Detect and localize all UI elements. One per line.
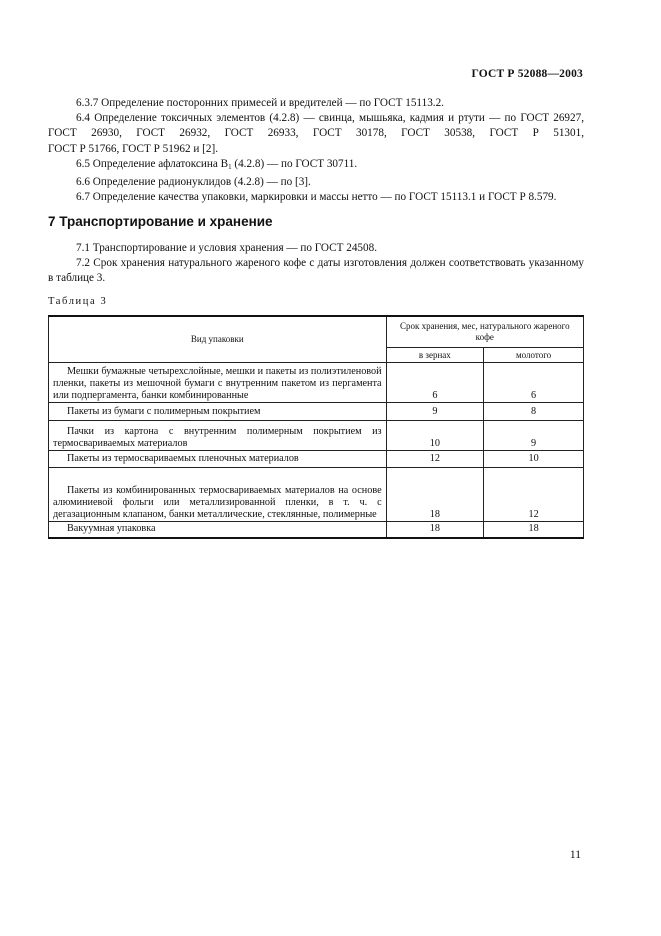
header-beans: в зернах — [386, 348, 484, 363]
paragraph-6-5 — [48, 157, 584, 175]
row-desc: Пакеты из бумаги с полимерным покрытием — [49, 403, 387, 421]
row-beans: 9 — [386, 403, 484, 421]
row-ground: 12 — [484, 468, 584, 522]
table-row — [49, 451, 584, 468]
table-row — [49, 421, 584, 451]
table-caption: Таблица 3 — [48, 296, 108, 307]
section-7-text — [48, 241, 584, 287]
header-ground: молотого — [484, 348, 584, 363]
row-ground: 8 — [484, 403, 584, 421]
table-row — [49, 522, 584, 538]
row-ground: 6 — [484, 363, 584, 403]
header-packaging: Вид упаковки — [49, 316, 387, 363]
row-desc: Пачки из картона с внутренним полимерным покрытием из термосвариваемых материалов — [49, 421, 387, 451]
row-desc: Пакеты из термосвариваемых пленочных материалов — [49, 451, 387, 468]
row-desc: Мешки бумажные четырехслойные, мешки и пакеты из полиэтиленовой пленки, пакеты из мешочной бумаги с внутренним пакетом из пергамента или подпергамента, банки комбинированные — [49, 363, 387, 403]
paragraph-6-3-7: 6.3.7 Определение посторонних примесей и вредителей — по ГОСТ 15113.2. — [76, 97, 444, 109]
paragraph-6-4-continued: ГОСТ Р 51766, ГОСТ Р 51962 и [2]. — [48, 142, 218, 155]
page-number: 11 — [569, 849, 581, 861]
row-ground: 9 — [484, 421, 584, 451]
paragraph-6-6: 6.6 Определение радионуклидов (4.2.8) — по [3]. — [76, 176, 311, 189]
section-7-title: 7 Транспортирование и хранение — [48, 214, 273, 229]
row-desc: Пакеты из комбинированных термосвариваемых материалов на основе алюминиевой фольги или металлизированной пленки, в т. ч. с дегазационным клапаном, банки металлические, стеклянные, полимерные — [49, 468, 387, 522]
table-header-row — [49, 316, 584, 348]
row-beans: 12 — [386, 451, 484, 468]
row-desc: Вакуумная упаковка — [49, 522, 387, 538]
table-row — [49, 468, 584, 522]
paragraph-6-5-end: (4.2.8) — по ГОСТ 30711. — [231, 157, 358, 170]
row-beans: 18 — [386, 468, 484, 522]
row-beans: 6 — [386, 363, 484, 403]
paragraph-6-5-start: 6.5 Определение афлатоксина B — [76, 157, 229, 170]
paragraph-7-1: 7.1 Транспортирование и условия хранения — по ГОСТ 24508. — [76, 242, 378, 254]
row-beans: 18 — [386, 522, 484, 538]
paragraph-6-7: 6.7 Определение качества упаковки, маркировки и массы нетто — по ГОСТ 15113.1 и ГОСТ Р 8.579. — [76, 191, 557, 204]
table-row — [49, 363, 584, 403]
row-ground: 18 — [484, 522, 584, 538]
section-6-text — [48, 96, 584, 205]
row-ground: 10 — [484, 451, 584, 468]
paragraph-6-4: 6.4 Определение токсичных элементов (4.2.8) — свинца, мышьяка, кадмия и ртути — по ГОСТ 26927, ГОСТ 26930, ГОСТ 26932, ГОСТ 26933, ГОСТ 30178, ГОСТ 30538, ГОСТ Р 51301, — [48, 112, 584, 140]
shelf-life-table — [48, 315, 584, 539]
header-shelf-life: Срок хранения, мес, натурального жареного кофе — [386, 316, 583, 348]
document-header-code: ГОСТ Р 52088—2003 — [471, 68, 583, 80]
table-row — [49, 403, 584, 421]
row-beans: 10 — [386, 421, 484, 451]
aflatoxin-subscript: 1 — [228, 162, 232, 171]
paragraph-7-2: 7.2 Срок хранения натурального жареного кофе с даты изготовления должен соответствовать указанному в таблице 3. — [48, 257, 584, 285]
